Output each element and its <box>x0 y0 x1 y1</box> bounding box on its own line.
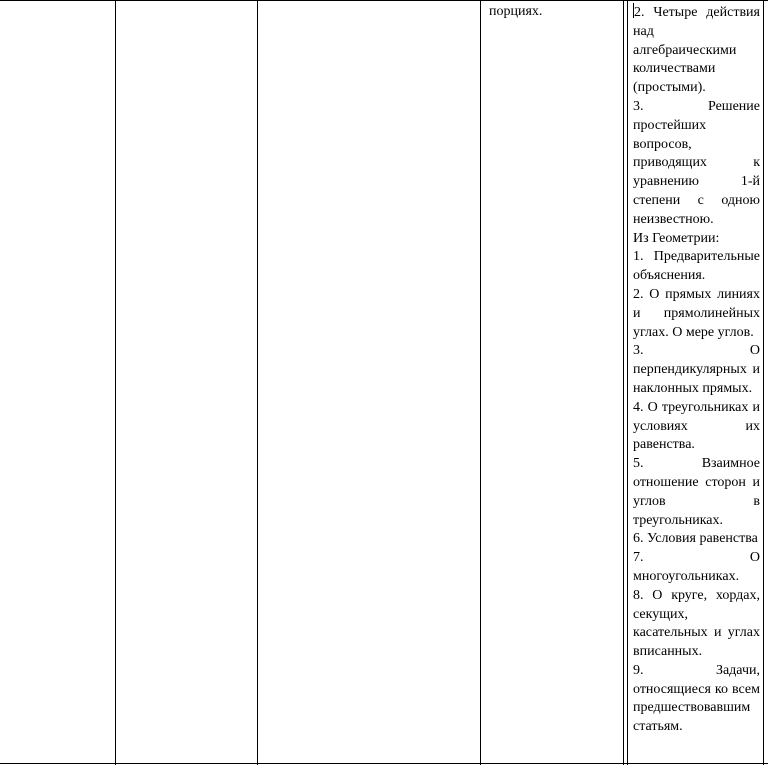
geometry-item: 7. О многоугольниках. <box>633 550 760 584</box>
column-divider-1 <box>115 0 116 765</box>
geometry-item: 4. О треугольниках и условиях их равенства. <box>633 399 760 453</box>
col6-cell <box>633 3 760 737</box>
geometry-item: 5. Взаимное отношение сторон и углов в треугольниках. <box>633 456 760 528</box>
geometry-item: 1. Предварительные объяснения. <box>633 249 760 284</box>
geometry-item: 9. Задачи, относящиеся ко всем предшествовавшим статьям. <box>633 662 760 735</box>
column-divider-6 <box>763 0 764 765</box>
geometry-item: 6. Условия равенства <box>633 531 758 547</box>
column-divider-2 <box>257 0 258 765</box>
column-divider-3 <box>480 0 481 765</box>
algebra-item: 3. Решение простейших вопросов, приводящих к уравнению 1-й степени с одною неизвестною. <box>633 98 760 227</box>
algebra-item: 2. Четыре действия над алгебраическими количествами (простыми). <box>633 5 760 96</box>
geometry-heading: Из Геометрии: <box>633 230 720 246</box>
geometry-item: 8. О круге, хордах, секущих, касательных и углах вписанных. <box>633 587 760 660</box>
col4-cell-text: порциях. <box>489 4 543 19</box>
geometry-item: 3. О перпендикулярных и наклонных прямых. <box>633 343 760 396</box>
column-divider-4 <box>623 0 624 765</box>
column-divider-5 <box>627 0 628 765</box>
geometry-item: 2. О прямых линиях и прямолинейных углах. О мере углов. <box>633 286 760 340</box>
